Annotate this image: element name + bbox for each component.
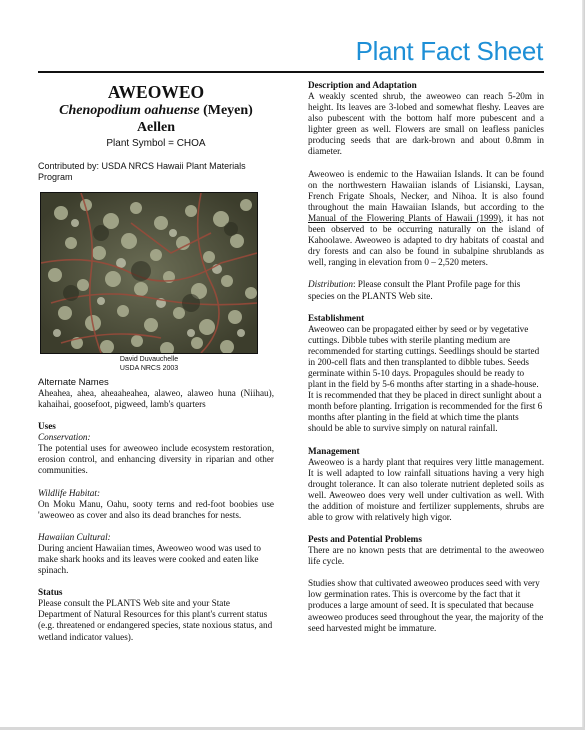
scientific-name: Chenopodium oahuense [59,103,200,118]
establishment-heading: Establishment [308,312,365,323]
description-heading: Description and Adaptation [308,80,417,90]
manual-reference: Manual of the Flowering Plants of Hawaii (1999) [308,212,501,223]
cultural-heading: Hawaiian Cultural: [38,531,111,542]
plant-common-name: AWEOWEO [107,82,205,102]
status-heading: Status [38,587,63,598]
page-header-title: Plant Fact Sheet [355,36,543,66]
establishment-text: Aweoweo can be propagated either by seed or by vegetative cuttings. Dibble tubes with sterile planting medium are recommended for starting cuttings. Seedlings should be started in 200-cell flats and then transplanted to dibble tubes. Seeds germinate within 5-10 days. Propagules should be ready to plant in the field by 5-6 months after starting in a shade-house. It is recommended that they be placed in direct sunlight about a month before planting. Irrigation is recommended for the first 6 months after planting in the field at which time the plants should be able to survive simply on natural rainfall. [308,323,543,434]
pests-heading: Pests and Potential Problems [308,534,422,545]
plant-symbol: Plant Symbol = CHOA [106,138,206,149]
author-line1: (Meyen) [203,103,253,118]
contributor-text: Contributed by: USDA NRCS Hawaii Plant Materials Program [38,161,246,182]
conservation-heading: Conservation: [38,432,91,443]
plant-photo-image [41,193,257,353]
management-text: Aweoweo is a hardy plant that requires very little management. It is well adapted to low rainfall situations having a very high drought tolerance. It can also tolerate nutrient depleted soils as well. Aweoweo does very well under cultivation as well. With the addition of moisture and fertilizer supplements, shrubs are able to grow with relatively high vigor. [308,456,544,522]
distribution-paragraph [308,279,544,301]
cultural-text: During ancient Hawaiian times, Aweoweo wood was used to make shark hooks and its leaves were cooked and eaten like spinach. [38,542,261,576]
management-heading: Management [308,445,360,456]
scientific-name-line [38,102,274,119]
distribution-heading: Distribution [308,279,353,290]
right-column [308,80,544,634]
wildlife-text: On Moku Manu, Oahu, sooty terns and red-foot boobies use 'aweoweo as cover and also its dead branches for nests. [38,498,274,520]
photo-credit-org: USDA NRCS 2003 [119,364,179,372]
conservation-text: The potential uses for aweoweo include ecosystem restoration, erosion control, and enhancing diversity in riparian and other communities. [38,443,274,476]
status-text: Please consult the PLANTS Web site and your State Department of Natural Resources for this plant's current status (e.g. threatened or endangered species, state noxious status, and wetland indicator values). [38,598,273,642]
description-text: A weakly scented shrub, the aweoweo can reach 5-20m in height. Its leaves are 3-lobed and somewhat fleshy. Leaves are also pubescent with the bottom half more pubescent and a lighter green as well. Flowers are small on leafless panicles producing seeds that are dark-brown and about 0.8mm in diameter. [308,91,544,157]
alternate-names-heading: Alternate Names [38,377,109,388]
uses-heading: Uses [38,421,56,432]
wildlife-heading: Wildlife Habitat: [38,487,101,498]
endemic-text-b: , it has not been observed to be occurring naturally on the island of Kahoolawe. Aweoweo is adapted to dry habitats of coastal and dry forests and can also be found in subalpine shrublands as well, ranging in elevation from 0 – 2,520 meters. [308,212,544,268]
left-column [38,80,274,643]
author-line2: Aellen [136,120,176,135]
pests-text: There are no known pests that are detrimental to the aweoweo life cycle. [308,545,544,567]
plant-photo [40,192,258,354]
endemic-text-a: Aweoweo is endemic to the Hawaiian Islands. It can be found on the northwestern Hawaiian islands of Lisianski, Laysan, French Frigate Shoals, Necker, and Nihoa. It is also found throughout the main Hawaiian Islands, but according to the [308,168,544,212]
header-divider [38,71,544,73]
studies-text: Studies show that cultivated aweoweo produces seed with very low germination rates. This is overcome by the fact that it produces a large amount of seed. It is speculated that because aweoweo produces seed throughout the year, the majority of the seed harvested might be immature. [308,578,544,633]
distribution-text: : Please consult the Plant Profile page for this species on the PLANTS Web site. [308,279,521,301]
photo-caption [38,356,260,373]
endemic-paragraph [308,169,544,269]
photo-credit-name: David Duvauchelle [119,356,179,363]
alternate-names-text: Aheahea, ahea, aheaaheahea, alaweo, alaweo huna (Niihau), kahaihai, goosefoot, pigweed, lamb's quarters [38,388,274,410]
